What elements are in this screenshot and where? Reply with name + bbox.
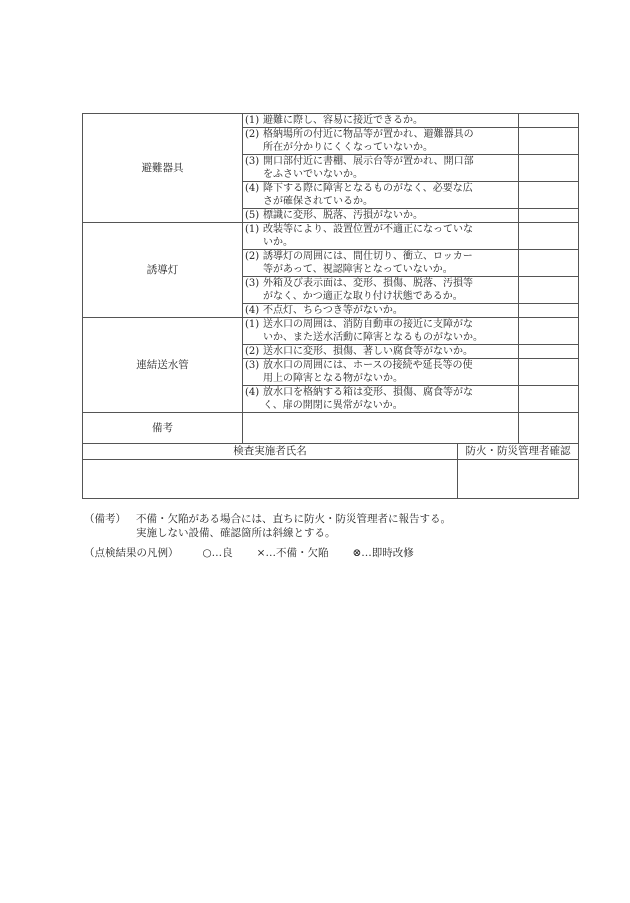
result-cell[interactable] [519,345,579,359]
check-item [243,128,519,155]
check-item-text: 等があって、視認障害となっていないか。 [263,264,453,275]
check-item-text: 格納場所の付近に物品等が置かれ、避難器具の [263,129,474,140]
check-item-number: (4) [245,305,260,316]
remarks-note [84,512,451,540]
check-item-number: (1) [245,224,260,235]
check-item-text: いか。 [263,237,293,248]
check-item [243,114,519,128]
result-cell[interactable] [519,209,579,223]
remarks-row [83,413,579,444]
checklist-row [83,318,579,345]
equipment-category: 誘導灯 [83,223,243,318]
inspection-table [82,113,579,499]
check-item [243,318,519,345]
check-item [243,209,519,223]
check-item [243,223,519,250]
check-item [243,345,519,359]
check-item-text: いか、また送水活動に障害となるものがないか。 [263,332,483,343]
check-item-text: 開口部付近に書棚、展示台等が置かれ、開口部 [263,156,474,167]
result-cell[interactable] [519,318,579,345]
checklist-row [83,223,579,250]
check-item-text: さが確保されているか。 [263,196,373,207]
check-item-number: (1) [245,319,260,330]
signature-header-row [83,444,579,460]
legend-label: （点検結果の凡例） [84,547,179,559]
remarks-note-line: 実施しない設備、確認箇所は斜線とする。 [136,527,336,539]
check-item-text: 誘導灯の周囲には、間仕切り、衝立、ロッカー [263,251,473,262]
result-cell[interactable] [519,359,579,386]
remarks-cell[interactable] [243,413,519,444]
inspection-checklist [82,113,578,499]
check-item-number: (2) [245,129,260,140]
remarks-note-label: （備考） [84,513,126,525]
inspector-name-header: 検査実施者氏名 [83,444,458,460]
check-item-text: 放水口の周囲には、ホースの接続や延長等の使 [263,360,473,371]
check-item-text: 避難に際し、容易に接近できるか。 [263,115,423,126]
result-cell[interactable] [519,223,579,250]
result-cell[interactable] [519,155,579,182]
check-item-number: (4) [245,183,260,194]
check-item [243,359,519,386]
check-item [243,182,519,209]
check-item-text: 降下する際に障害となるものがなく、必要な広 [263,183,473,194]
legend-defect: ×…不備・欠陥 [256,547,329,559]
result-cell[interactable] [519,277,579,304]
check-item-text: をふさいでいないか。 [263,169,363,180]
result-legend [84,546,414,560]
inspector-name-field[interactable] [83,460,458,499]
result-cell[interactable] [519,114,579,128]
equipment-category: 避難器具 [83,114,243,223]
check-item-number: (2) [245,346,260,357]
check-item-number: (3) [245,360,260,371]
check-item-text: 不点灯、ちらつき等がないか。 [263,305,403,316]
result-cell[interactable] [519,386,579,413]
checklist-row [83,114,579,128]
check-item [243,386,519,413]
manager-confirm-header: 防火・防災管理者確認 [458,444,579,460]
check-item-text: 送水口に変形、損傷、著しい腐食等がないか。 [263,346,473,357]
check-item-text: 放水口を格納する箱は変形、損傷、腐食等がな [263,387,473,398]
check-item-text: 送水口の周囲は、消防自動車の接近に支障がな [263,319,473,330]
check-item-text: 所在が分かりにくくなっていないか。 [263,142,433,153]
check-item-number: (3) [245,156,260,167]
legend-good: ○…良 [202,547,233,559]
signature-row [83,460,579,499]
check-item-text: 標識に変形、脱落、汚損がないか。 [263,210,423,221]
check-item-text: がなく、かつ適正な取り付け状態であるか。 [263,291,463,302]
check-item-text: 改装等により、設置位置が不適正になっていな [263,224,473,235]
check-item [243,304,519,318]
check-item-number: (3) [245,278,260,289]
check-item-number: (1) [245,115,260,126]
check-item-number: (5) [245,210,260,221]
result-cell[interactable] [519,128,579,155]
check-item-text: 用上の障害となる物がないか。 [263,373,403,384]
check-item-number: (4) [245,387,260,398]
manager-confirm-field[interactable] [458,460,579,499]
check-item [243,277,519,304]
remarks-result-cell[interactable] [519,413,579,444]
legend-fixed: ⊗…即時改修 [352,547,414,559]
check-item-text: く、扉の開閉に異常がないか。 [263,400,403,411]
check-item-number: (2) [245,251,260,262]
check-item-text: 外箱及び表示面は、変形、損傷、脱落、汚損等 [263,278,473,289]
result-cell[interactable] [519,304,579,318]
remarks-label: 備考 [83,413,243,444]
remarks-note-line: 不備・欠陥がある場合には、直ちに防火・防災管理者に報告する。 [136,513,451,525]
check-item [243,155,519,182]
check-item [243,250,519,277]
result-cell[interactable] [519,182,579,209]
equipment-category: 連結送水管 [83,318,243,413]
result-cell[interactable] [519,250,579,277]
